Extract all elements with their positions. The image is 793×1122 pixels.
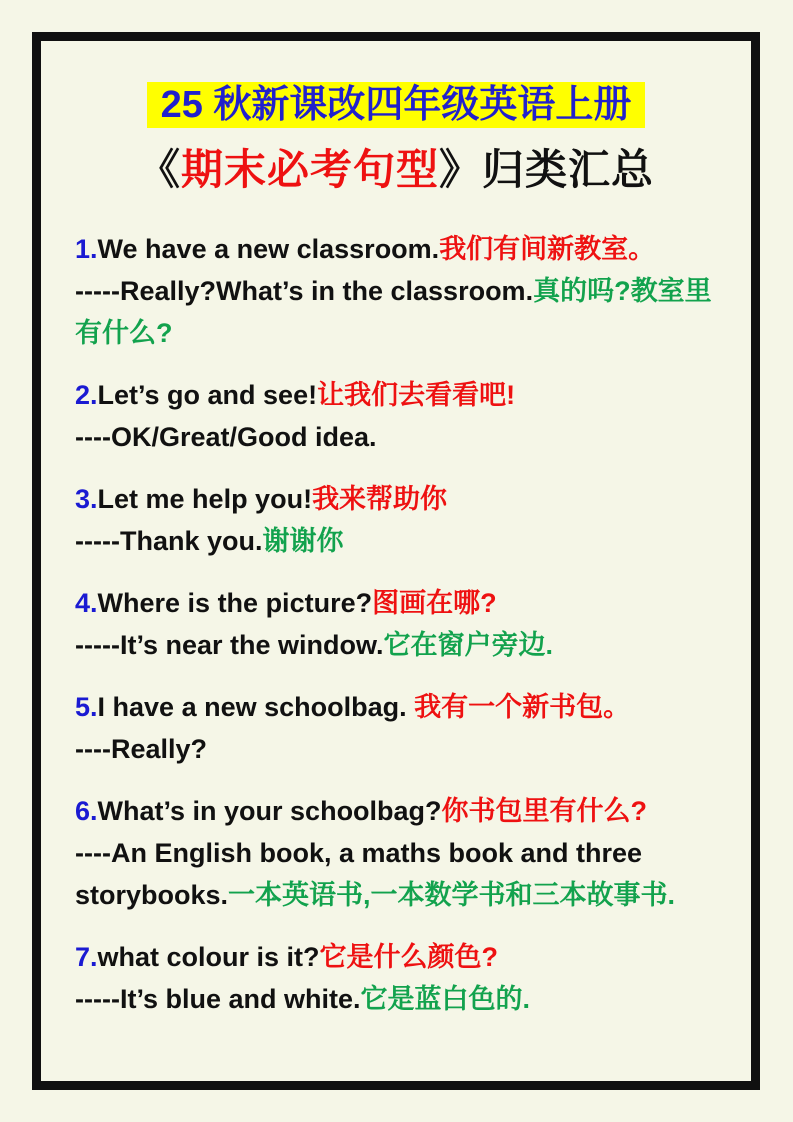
item-number: 1. <box>75 234 98 264</box>
question-english: Let me help you! <box>97 484 313 514</box>
sentence-item-6 <box>75 790 717 916</box>
answer-line <box>75 728 717 770</box>
question-line <box>75 228 717 270</box>
answer-chinese: 谢谢你 <box>262 526 344 556</box>
page-title <box>41 82 751 128</box>
item-number: 2. <box>75 380 98 410</box>
question-english: I have a new schoolbag. <box>97 692 415 722</box>
answer-line <box>75 832 717 916</box>
question-chinese: 我来帮助你 <box>312 484 448 514</box>
question-english: what colour is it? <box>97 942 320 972</box>
item-number: 5. <box>75 692 98 722</box>
answer-line <box>75 978 717 1020</box>
answer-chinese: 它是蓝白色的. <box>360 984 530 1014</box>
answer-line <box>75 520 717 562</box>
highlighted-title-text: 25 秋新课改四年级英语上册 <box>147 82 646 128</box>
question-chinese: 你书包里有什么? <box>441 796 648 826</box>
sentence-item-2 <box>75 374 717 458</box>
subtitle-bracket-open: 《 <box>137 146 181 193</box>
question-line <box>75 936 717 978</box>
question-chinese: 让我们去看看吧! <box>317 380 516 410</box>
sentence-item-7 <box>75 936 717 1020</box>
question-chinese: 它是什么颜色? <box>319 942 499 972</box>
answer-english: ----OK/Great/Good idea. <box>75 422 377 452</box>
item-number: 3. <box>75 484 98 514</box>
answer-english: ----An English book, a maths book and three storybooks. <box>75 838 643 910</box>
subtitle-suffix: 归类汇总 <box>482 146 655 193</box>
answer-english: ----Really? <box>75 734 208 764</box>
question-english: What’s in your schoolbag? <box>97 796 442 826</box>
question-chinese: 我们有间新教室。 <box>439 234 656 264</box>
item-number: 6. <box>75 796 98 826</box>
question-line <box>75 790 717 832</box>
subtitle-bracket-close: 》 <box>439 146 483 193</box>
sentence-list <box>75 228 717 1020</box>
question-chinese: 我有一个新书包。 <box>414 692 631 722</box>
item-number: 7. <box>75 942 98 972</box>
question-chinese: 图画在哪? <box>372 588 497 618</box>
answer-english: -----Thank you. <box>75 526 263 556</box>
answer-line <box>75 624 717 666</box>
page-subtitle <box>41 146 751 194</box>
question-english: Where is the picture? <box>97 588 373 618</box>
subtitle-emphasis: 期末必考句型 <box>180 146 439 193</box>
answer-english: -----It’s near the window. <box>75 630 384 660</box>
border-frame <box>32 32 760 1090</box>
question-line <box>75 582 717 624</box>
answer-english: -----It’s blue and white. <box>75 984 361 1014</box>
question-line <box>75 478 717 520</box>
sentence-item-1 <box>75 228 717 354</box>
answer-chinese: 真的吗?教室里有什么? <box>75 276 712 348</box>
item-number: 4. <box>75 588 98 618</box>
sentence-item-3 <box>75 478 717 562</box>
question-english: We have a new classroom. <box>97 234 440 264</box>
answer-line <box>75 270 717 354</box>
answer-chinese: 它在窗户旁边. <box>383 630 553 660</box>
answer-english: -----Really?What’s in the classroom. <box>75 276 534 306</box>
answer-line <box>75 416 717 458</box>
answer-chinese: 一本英语书,一本数学书和三本故事书. <box>228 880 676 910</box>
question-line <box>75 374 717 416</box>
sentence-item-4 <box>75 582 717 666</box>
sentence-item-5 <box>75 686 717 770</box>
question-line <box>75 686 717 728</box>
question-english: Let’s go and see! <box>97 380 318 410</box>
